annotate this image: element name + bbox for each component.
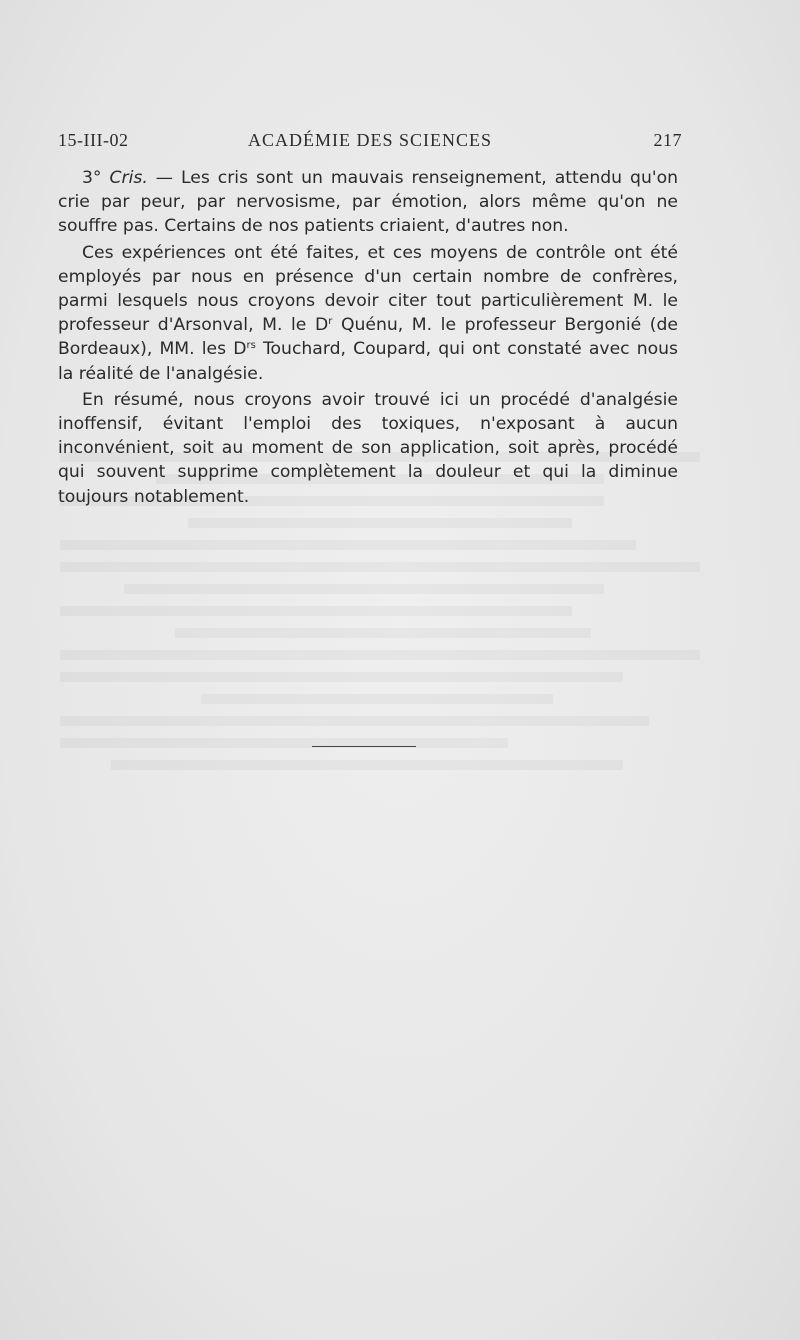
body-text [58,166,678,509]
header-date: 15-III-02 [58,130,129,150]
superscript: rs [246,340,256,352]
section-title: Cris. [109,168,148,188]
paragraph-resume [58,388,678,509]
paragraph-text: Touchard, Coupard, qui ont constaté avec nous la réalité de l'analgésie. [58,339,679,384]
paragraph-text: Quénu, M. le professeur Bergonié (de Bordeaux), MM. les D [58,315,678,360]
header-title: ACADÉMIE DES SCIENCES [247,130,492,150]
paragraph-cris [58,166,678,239]
paragraph-text: En résumé, nous croyons avoir trouvé ici un procédé d'analgésie inoffensif, évitant l'emploi des toxiques, n'exposant à aucun inconvénient, soit au moment de son application, soit après, procédé qui souvent supprime complètement la douleur et qui la diminue toujours notablement. [58,389,678,507]
page-number: 217 [653,130,682,150]
paragraph-experiences [58,241,678,386]
section-rule [312,746,416,747]
paragraph-text: — Les cris sont un mauvais renseignement, attendu qu'on crie par peur, par nervosisme, par émotion, alors même qu'on ne souffre pas. Certains de nos patients criaient, d'autres non. [58,168,678,237]
running-head [58,130,682,158]
section-number: 3° [82,168,110,188]
superscript: r [328,316,333,328]
show-through [60,440,700,1240]
paragraph-text: Ces expériences ont été faites, et ces moyens de contrôle ont été employés par nous en présence d'un certain nombre de confrères, parmi lesquels nous croyons devoir citer tout particulièrement M. le professeur d'Arsonval, M. le D [58,242,678,336]
